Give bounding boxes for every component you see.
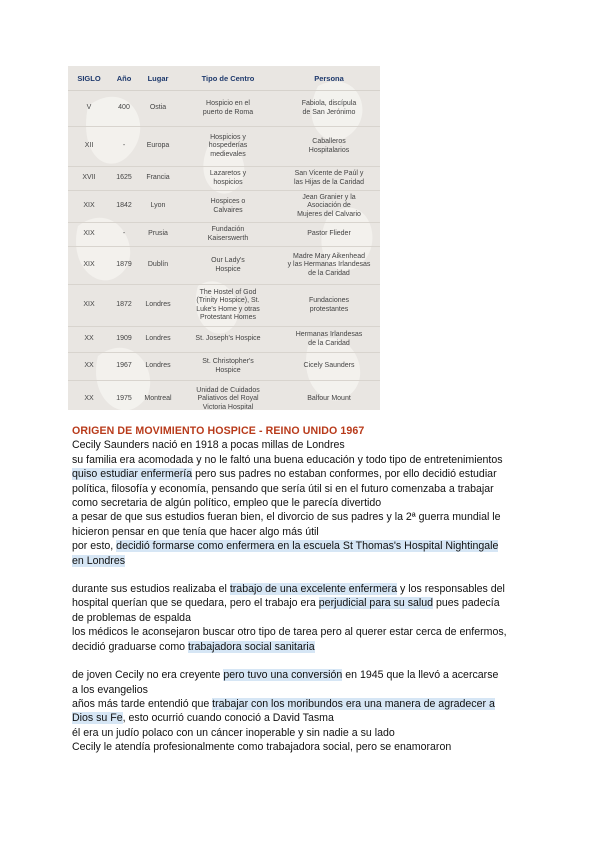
cell-persona: Fundaciones protestantes [278,285,380,327]
cell-anio: 1909 [110,327,138,353]
column-header: SIGLO [68,66,110,91]
highlight: en Londres [72,554,126,567]
text-line: él era un judío polaco con un cáncer inoperable y sin nadie a su lado [72,726,395,739]
cell-siglo: V [68,91,110,127]
cell-anio: 1872 [110,285,138,327]
text-span: y los responsables del [397,583,505,596]
cell-persona: Pastor Flieder [278,223,380,247]
table-row [68,191,380,223]
cell-tipo: Lazaretos y hospicios [178,167,278,191]
table-row [68,247,380,285]
cell-tipo: Fundación Kaiserswerth [178,223,278,247]
text-line: los médicos le aconsejaron buscar otro tipo de tarea pero al querer estar cerca de enfermos, [72,626,507,639]
cell-tipo: Hospices o Calvaires [178,191,278,223]
history-table [68,66,380,410]
text-line [72,711,532,725]
cell-siglo: XIX [68,191,110,223]
cell-siglo: XIX [68,247,110,285]
history-table-image [68,66,380,410]
cell-anio: 1975 [110,381,138,411]
cell-anio: 1879 [110,247,138,285]
text-line [72,582,532,596]
cell-siglo: XVII [68,167,110,191]
table-row [68,127,380,167]
text-span: durante sus estudios realizaba el [72,583,230,596]
cell-persona: San Vicente de Paúl y las Hijas de la Caridad [278,167,380,191]
cell-anio: 1625 [110,167,138,191]
cell-siglo: XX [68,327,110,353]
text-line: Cecily le atendía profesionalmente como trabajadora social, pero se enamoraron [72,741,452,754]
cell-siglo: XII [68,127,110,167]
text-line: de problemas de espalda [72,611,191,624]
text-span: por esto, [72,540,117,553]
table-row [68,167,380,191]
text-line [72,640,532,654]
highlight: Dios su Fe [72,712,123,725]
text-line [72,697,532,711]
text-span: decidió graduarse como [72,640,189,653]
cell-tipo: Hospicios y hospederías medievales [178,127,278,167]
table-row [68,223,380,247]
text-span: en 1945 que la llevó a acercarse [342,669,499,682]
table-row [68,353,380,381]
text-line [72,668,532,682]
text-line: su familia era acomodada y no le faltó una buena educación y todo tipo de entretenimientos [72,453,503,466]
text-span: pero sus padres no estaban conformes, por ello decidió estudiar [192,468,497,481]
column-header: Año [110,66,138,91]
text-line: política, filosofía y economía, pensando que sería útil si en el futuro comenzaba a trabajar [72,482,494,495]
text-line: hicieron pensar en que tenía que hacer algo más útil [72,525,319,538]
cell-anio: 1842 [110,191,138,223]
column-header: Persona [278,66,380,91]
text-line: a los evangelios [72,683,148,696]
cell-siglo: XIX [68,223,110,247]
cell-tipo: St. Christopher's Hospice [178,353,278,381]
text-span: pues padecía [433,597,500,610]
cell-lugar: Londres [138,327,178,353]
cell-lugar: Lyon [138,191,178,223]
cell-siglo: XIX [68,285,110,327]
table-row [68,91,380,127]
cell-persona: Hermanas Irlandesas de la Caridad [278,327,380,353]
highlight: trabajadora social sanitaria [188,640,315,653]
cell-persona: Caballeros Hospitalarios [278,127,380,167]
highlight: quiso estudiar enfermería [72,468,193,481]
cell-lugar: Ostia [138,91,178,127]
text-line: Cecily Saunders nació en 1918 a pocas millas de Londres [72,439,345,452]
cell-siglo: XX [68,353,110,381]
cell-persona: Balfour Mount [278,381,380,411]
table-header-row [68,66,380,91]
cell-lugar: Londres [138,353,178,381]
notes-body [72,424,532,755]
table-row [68,285,380,327]
table-row [68,327,380,353]
highlight: perjudicial para su salud [318,597,434,610]
cell-tipo: Unidad de Cuidados Paliativos del Royal Victoria Hospital [178,381,278,411]
cell-persona: Cicely Saunders [278,353,380,381]
text-line [72,539,532,553]
text-line [72,467,532,481]
text-span: , esto ocurrió cuando conoció a David Tasma [122,712,334,725]
cell-anio: - [110,223,138,247]
highlight: pero tuvo una conversión [223,669,343,682]
cell-lugar: Prusia [138,223,178,247]
cell-tipo: Our Lady's Hospice [178,247,278,285]
text-line [72,596,532,610]
highlight: decidió formarse como enfermera en la escuela St Thomas's Hospital Nightingale [116,540,499,553]
text-line: a pesar de que sus estudios fueran bien, el divorcio de sus padres y la 2ª guerra mundial le [72,511,501,524]
cell-lugar: Europa [138,127,178,167]
cell-persona: Jean Granier y la Asociación de Mujeres del Calvario [278,191,380,223]
cell-lugar: Londres [138,285,178,327]
text-span: hospital querían que se quedara, pero el trabajo era [72,597,319,610]
cell-lugar: Francia [138,167,178,191]
highlight: trabajo de una excelente enfermera [229,583,398,596]
cell-lugar: Dublín [138,247,178,285]
cell-tipo: Hospicio en el puerto de Roma [178,91,278,127]
section-title: ORIGEN DE MOVIMIENTO HOSPICE - REINO UNIDO 1967 [72,425,365,437]
cell-persona: Fabiola, discípula de San Jerónimo [278,91,380,127]
text-span: años más tarde entendió que [72,697,213,710]
cell-anio: 1967 [110,353,138,381]
highlight: trabajar con los moribundos era una manera de agradecer a [212,697,495,710]
text-line: como secretaria de algún político, empleo que le parecía divertido [72,497,382,510]
text-span: de joven Cecily no era creyente [72,669,224,682]
cell-anio: - [110,127,138,167]
cell-persona: Madre Mary Aikenhead y las Hermanas Irlandesas de la Caridad [278,247,380,285]
table-row [68,381,380,411]
cell-tipo: The Hostel of God (Trinity Hospice), St. Luke's Home y otras Protestant Homes [178,285,278,327]
cell-tipo: St. Joseph's Hospice [178,327,278,353]
column-header: Tipo de Centro [178,66,278,91]
column-header: Lugar [138,66,178,91]
cell-lugar: Montreal [138,381,178,411]
text-line [72,554,532,568]
cell-siglo: XX [68,381,110,411]
cell-anio: 400 [110,91,138,127]
